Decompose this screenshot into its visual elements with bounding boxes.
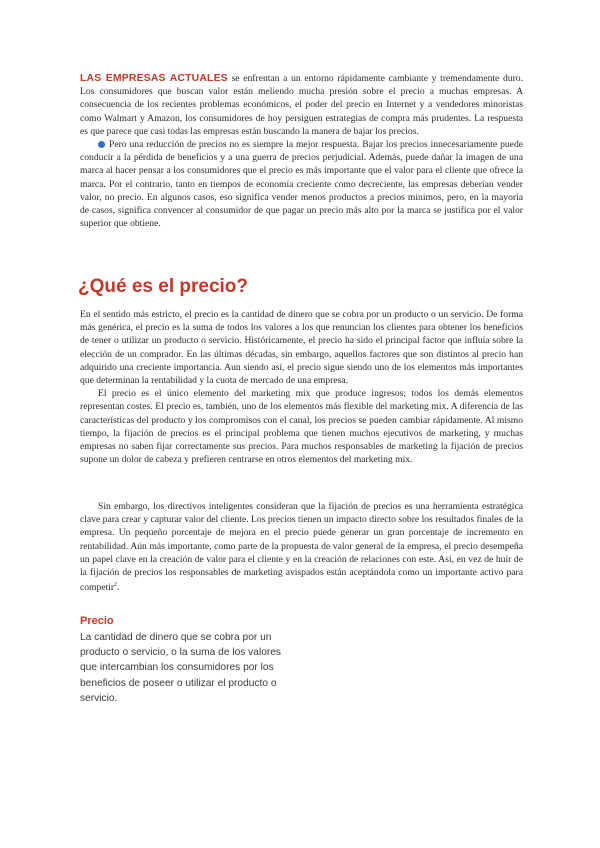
margin-definition bbox=[80, 614, 285, 706]
body-paragraph-2: El precio es el único elemento del marketing mix que produce ingresos; todos los demás elementos representan costes. El precio es, también, uno de los elementos más flexible del marketing mix. A diferencia de las características del producto y los compromisos con el canal, los precios se pueden cambiar rápidamente. Al mismo tiempo, la fijación de precios es el principal problema que tienen muchos ejecutivos de marketing, y muchas empresas no saben fijar correctamente sus precios. Para muchos responsables de marketing la fijación de precios supone un dolor de cabeza y prefieren centrarse en otros elementos del marketing mix. bbox=[80, 388, 523, 466]
footnote-ref: 2 bbox=[114, 582, 118, 589]
intro-block bbox=[80, 72, 523, 230]
body-paragraph-3-end: . bbox=[117, 582, 120, 594]
intro-paragraph bbox=[80, 72, 523, 138]
section-body bbox=[80, 308, 523, 466]
definition-term: Precio bbox=[80, 615, 114, 627]
bullet-dot-icon bbox=[98, 141, 105, 148]
lead-words: LAS EMPRESAS ACTUALES bbox=[80, 73, 228, 84]
definition-text: La cantidad de dinero que se cobra por un producto o servicio, o la suma de los valores que intercambian los consumidores por los beneficios de poseer o utilizar el producto o servicio. bbox=[80, 632, 282, 704]
section-heading: ¿Qué es el precio? bbox=[78, 276, 248, 297]
body-paragraph-1: En el sentido más estricto, el precio es la cantidad de dinero que se cobra por un producto o un servicio. De forma más genérica, el precio es la suma de todos los valores a los que renuncian los clientes para obtener los beneficios de tener o utilizar un producto o servicio. Históricamente, el precio ha sido el principal factor que influía sobre la elección de un comprador. En las últimas décadas, sin embargo, aquellos factores que son distintos al precio han adquirido una creciente importancia. Aun siendo así, el precio sigue siendo uno de los elementos más importantes que determinan la rentabilidad y la cuota de mercado de una empresa. bbox=[80, 309, 523, 387]
intro-second-text: Pero una reducción de precios no es siempre la mejor respuesta. Bajar los precios innecesariamente puede conducir a la pérdida de beneficios y a una guerra de precios perjudicial. Además, puede dañar la imagen de una marca al hacer pensar a los consumidores que el precio es más importante que el valor para el cliente que ofrece la marca. Por el contrario, tanto en tiempos de economía creciente como decreciente, las empresas deberían vender valor, no precio. En algunos casos, eso significa vender menos productos a precios mínimos, pero, en la mayoría de casos, significa convencer al consumidor de que pagar un precio más alto por la marca se justifica por el valor superior que obtiene. bbox=[80, 139, 523, 230]
body-paragraph-3-text: Sin embargo, los directivos inteligentes consideran que la fijación de precios es una herramienta estratégica clave para crear y capturar valor del cliente. Los precios tienen un impacto directo sobre los resultados finales de la empresa. Un pequeño porcentaje de mejora en el precio puede generar un gran porcentaje de incremento en rentabilidad. Aún más importante, como parte de la propuesta de valor general de la empresa, el precio desempeña un papel clave en la creación de valor para el cliente y en la creación de relaciones con este. Así, en vez de huir de la fijación de precios los responsables de marketing avispados están aceptándola como un importante activo para competir bbox=[80, 501, 523, 594]
section-body-continued bbox=[80, 500, 523, 595]
intro-text: se enfrentan a un entorno rápidamente cambiante y tremendamente duro. Los consumidores que buscan valor están meliendo mucha presión sobre el precio a muchas empresas. A consecuencia de los recientes problemas económicos, el poder del precio en Internet y a vendedores minoristas como Walmart y Amazon, los consumidores de hoy persiguen estrategias de compra más prudentes. La respuesta es que parece que casi todas las empresas están buscando la manera de bajar los precios. bbox=[80, 73, 523, 137]
body-paragraph-3 bbox=[80, 500, 523, 595]
intro-second-paragraph bbox=[80, 138, 523, 230]
